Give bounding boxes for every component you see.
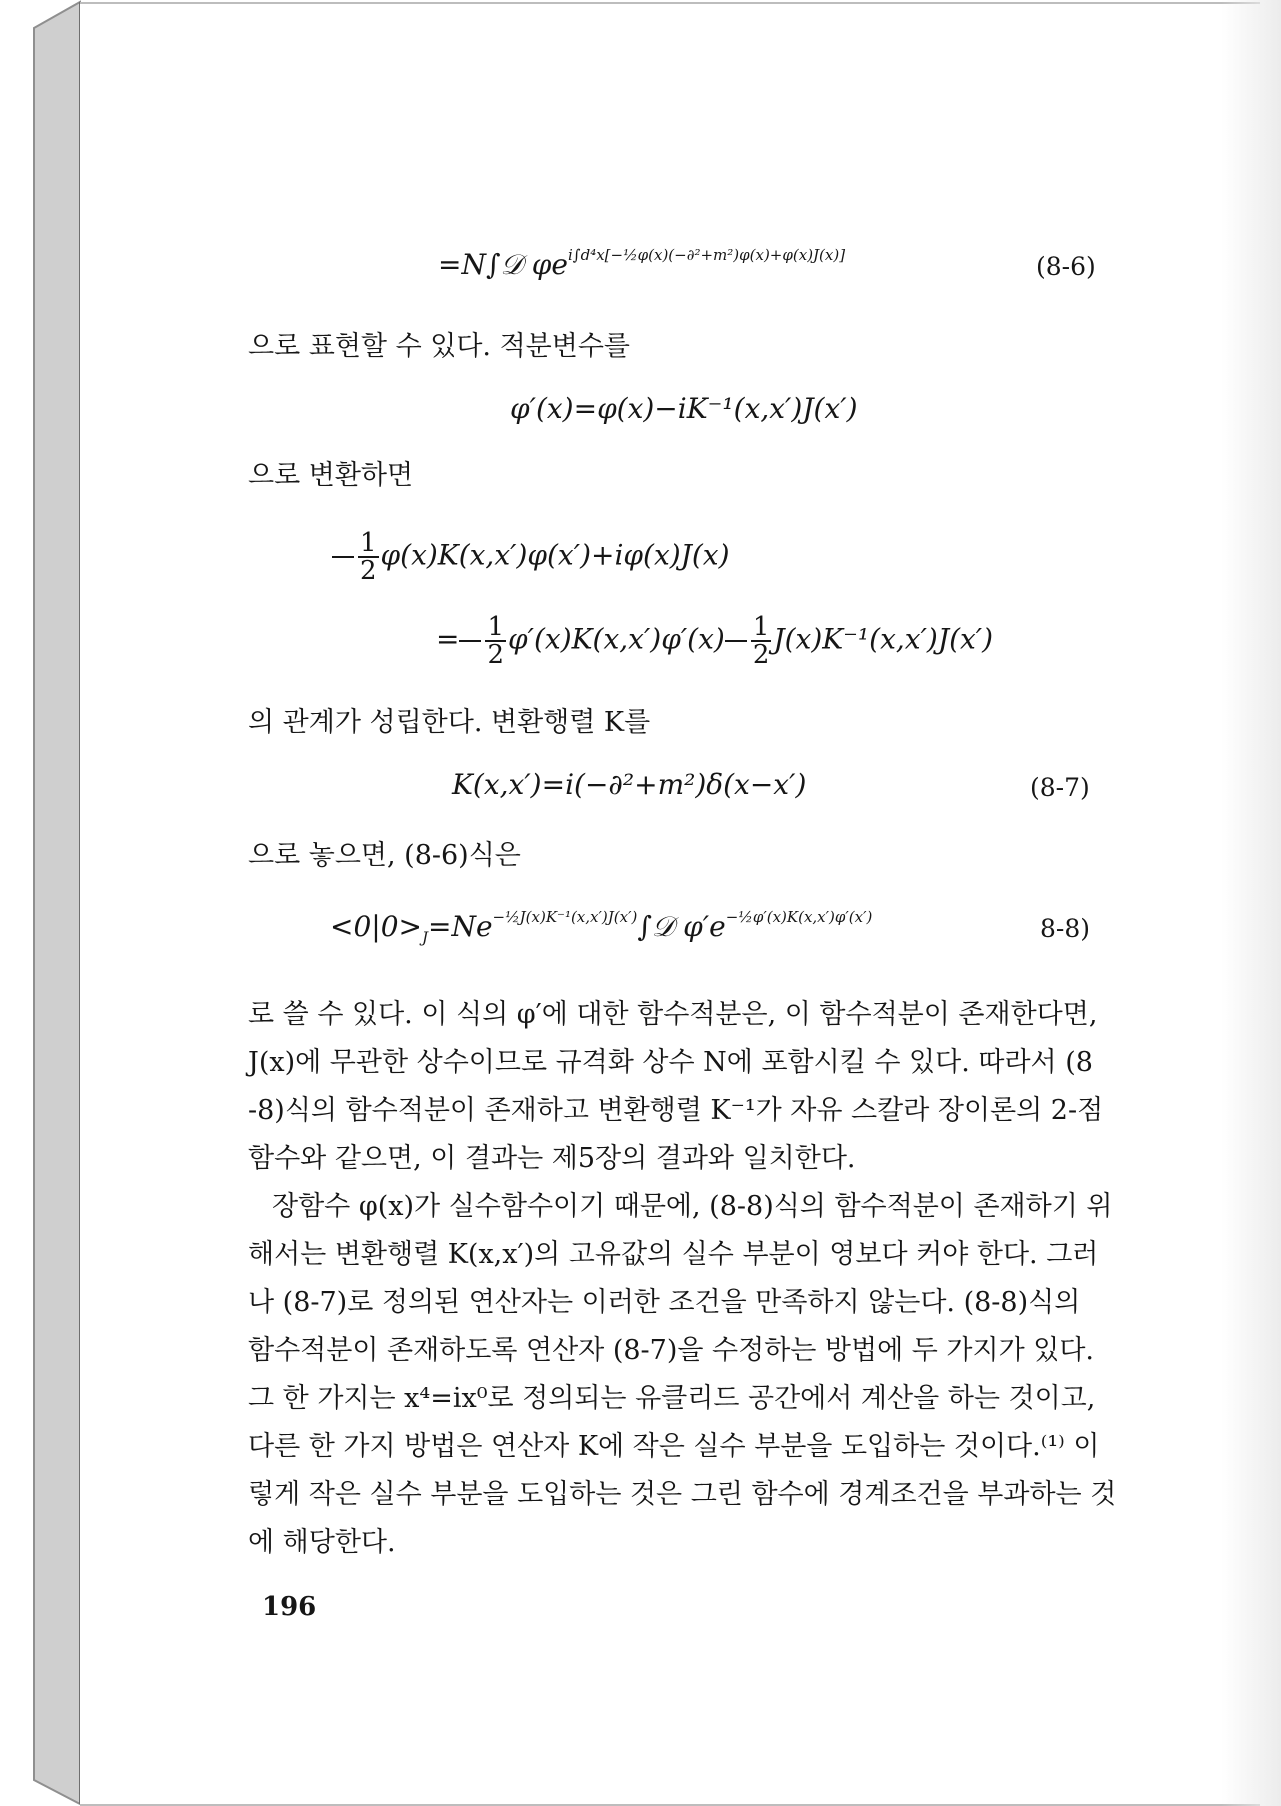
fraction-half: $\frac{1}{2}$: [752, 612, 770, 670]
equation-8-6-exponent: i∫d⁴x[−½φ(x)(−∂²+m²)φ(x)+φ(x)J(x)]: [567, 246, 846, 264]
equation-number-8-7: (8-7): [1030, 773, 1090, 802]
paragraph-1-line: 로 쓸 수 있다. 이 식의 φ′에 대한 함수적분은, 이 함수적분이 존재한다면,: [248, 999, 1098, 1030]
equation-number-8-8: 8-8): [1040, 914, 1091, 943]
equation-expansion-rhs: = $\frac{1}{2}$ φ′(x)K(x,x′)φ′(x) $\frac{1}{2}$ J(x)K⁻¹(x,x′)J(x′): [436, 612, 994, 670]
text-line-2: 으로 변환하면: [248, 460, 414, 491]
book-spine: [0, 0, 90, 1806]
equation-8-8: $<0|0>_J=Ne^{-\frac{1}{2}J(x)K^{-1}(x,x')J(x')}\int 𝒟$ $\varphi'e^{-\frac{1}{2}\varphi'(x)K(x,x')\varphi'(x')}$: [330, 908, 873, 947]
fraction-half: $\frac{1}{2}$: [360, 528, 377, 586]
page-edge-shadow: [1221, 0, 1281, 1806]
paragraph-2-line: 렇게 작은 실수 부분을 도입하는 것은 그린 함수에 경계조건을 부과하는 것: [248, 1479, 1117, 1510]
text-line-4: 으로 놓으면, (8-6)식은: [248, 840, 521, 871]
text-line-1: 으로 표현할 수 있다. 적분변수를: [248, 331, 630, 362]
paragraph-2-line: 그 한 가지는 x⁴=ix⁰로 정의되는 유클리드 공간에서 계산을 하는 것이고,: [248, 1383, 1096, 1414]
paragraph-2-line: 나 (8-7)로 정의된 연산자는 이러한 조건을 만족하지 않는다. (8-8)식의: [248, 1287, 1081, 1318]
equation-expansion-lhs-text: φ(x)K(x,x′)φ(x′)+iφ(x)J(x): [380, 538, 730, 572]
fraction-half: $\frac{1}{2}$: [487, 612, 505, 670]
text-line-3: 의 관계가 성립한다. 변환행렬 K를: [248, 707, 651, 738]
minus-sign: [332, 556, 354, 558]
page-number: 196: [262, 1592, 317, 1622]
paragraph-1-line: J(x)에 무관한 상수이므로 규격화 상수 N에 포함시킬 수 있다. 따라서 (8: [248, 1047, 1093, 1078]
paragraph-2-line: 함수적분이 존재하도록 연산자 (8-7)을 수정하는 방법에 두 가지가 있다.: [248, 1335, 1095, 1366]
paragraph-2-line: 장함수 φ(x)가 실수함수이기 때문에, (8-8)식의 함수적분이 존재하기 위: [272, 1191, 1113, 1222]
paragraph-2-line: 에 해당한다.: [248, 1527, 396, 1558]
paragraph-2-line: 해서는 변환행렬 K(x,x′)의 고유값의 실수 부분이 영보다 커야 한다. 그러: [248, 1239, 1099, 1270]
minus-sign: [725, 640, 747, 642]
paragraph-1-line: -8)식의 함수적분이 존재하고 변환행렬 K⁻¹가 자유 스칼라 장이론의 2-점: [248, 1095, 1104, 1126]
equation-number-8-6: (8-6): [1036, 252, 1096, 281]
paragraph-1-line: 함수와 같으면, 이 결과는 제5장의 결과와 일치한다.: [248, 1143, 856, 1174]
equation-8-6: [438, 246, 845, 282]
equation-8-6-body: =N∫𝒟 φe: [438, 248, 568, 281]
equation-8-7: K(x,x′)=i(−∂²+m²)δ(x−x′): [452, 768, 807, 801]
minus-sign: [459, 640, 481, 642]
equation-expansion-lhs: [332, 530, 730, 584]
paragraph-2-line: 다른 한 가지 방법은 연산자 K에 작은 실수 부분을 도입하는 것이다.⁽¹⁾ 이: [248, 1431, 1100, 1462]
equation-substitution: φ′(x)=φ(x)−iK⁻¹(x,x′)J(x′): [510, 392, 858, 425]
